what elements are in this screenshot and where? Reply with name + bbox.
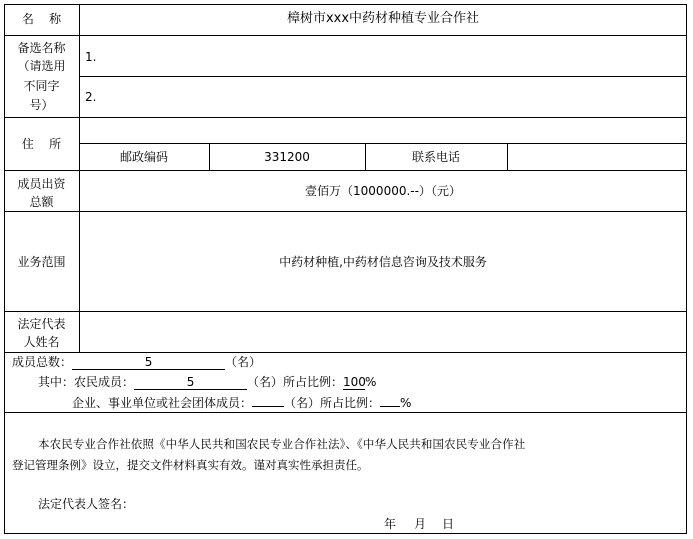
cooperative-name: 樟树市xxx中药材种植专业合作社	[286, 11, 480, 26]
capital-label-line-2: 总额	[29, 195, 54, 209]
alt-name-1-field[interactable]: 1.	[85, 50, 97, 64]
business-scope-value: 中药材种植,中药材信息咨询及技术服务	[279, 255, 487, 269]
postal-code-label: 邮政编码	[119, 150, 168, 164]
row-divider	[79, 76, 687, 77]
date-year: 年	[384, 517, 397, 531]
address-field[interactable]	[85, 122, 681, 138]
org-members-ratio[interactable]	[380, 406, 400, 407]
org-members-line	[72, 396, 411, 410]
address-label: 住 所	[21, 137, 62, 151]
row-divider	[4, 412, 687, 413]
alt-name-label-line-2: （请选用	[17, 59, 66, 73]
date-day: 日	[442, 517, 455, 531]
members-total-label: 成员总数：	[12, 355, 73, 369]
legal-rep-label-line-2: 人姓名	[23, 335, 60, 349]
row-divider	[4, 311, 687, 312]
date-month: 月	[414, 517, 427, 531]
alt-name-label-line-4: 号）	[29, 98, 54, 112]
row-divider	[4, 352, 687, 353]
members-total-unit: （名）	[225, 355, 262, 369]
declaration-line-2: 登记管理条例》设立，提交文件材料真实有效。谨对真实性承担责任。	[12, 458, 369, 472]
name-label: 名 称	[21, 12, 62, 26]
org-members-unit: （名）所占比例：	[284, 396, 381, 410]
row-divider	[4, 170, 687, 171]
declaration-line-1: 本农民专业合作社依照《中华人民共和国农民专业合作社法》、《中华人民共和国农民专业合作社	[38, 437, 526, 451]
org-members-value[interactable]	[252, 406, 284, 407]
legal-rep-label-line-1: 法定代表	[17, 317, 66, 331]
farmer-ratio-percent: %	[365, 375, 377, 389]
row-divider	[4, 211, 687, 212]
farmer-members-unit: （名）所占比例：	[247, 375, 344, 389]
alt-name-label-line-3: 不同字	[23, 79, 60, 93]
postal-code-value: 331200	[264, 150, 310, 164]
business-scope-label: 业务范围	[17, 255, 66, 269]
farmer-members-ratio[interactable]: 100	[343, 375, 366, 389]
farmer-members-value[interactable]: 5	[134, 375, 247, 390]
alt-name-label-line-1: 备选名称	[17, 41, 66, 55]
members-total-value[interactable]: 5	[72, 355, 225, 370]
org-ratio-percent: %	[400, 396, 412, 410]
org-members-prefix: 企业、事业单位或社会团体成员：	[72, 396, 253, 410]
signature-label: 法定代表人签名：	[38, 497, 135, 511]
legal-rep-name-field[interactable]	[85, 325, 681, 341]
phone-label: 联系电话	[411, 150, 460, 164]
column-divider	[507, 143, 508, 171]
capital-value: 壹佰万（1000000.--）（元）	[305, 184, 461, 198]
alt-name-2-field[interactable]: 2.	[85, 90, 97, 104]
phone-field[interactable]	[512, 150, 682, 164]
farmer-members-line	[38, 375, 376, 390]
farmer-members-prefix: 其中：农民成员：	[38, 375, 135, 389]
members-total-line	[12, 355, 261, 370]
column-divider	[79, 4, 80, 353]
row-divider	[4, 117, 687, 118]
registration-form-table	[4, 4, 687, 534]
row-divider	[79, 143, 687, 144]
row-divider	[4, 35, 687, 36]
capital-label-line-1: 成员出资	[17, 177, 66, 191]
